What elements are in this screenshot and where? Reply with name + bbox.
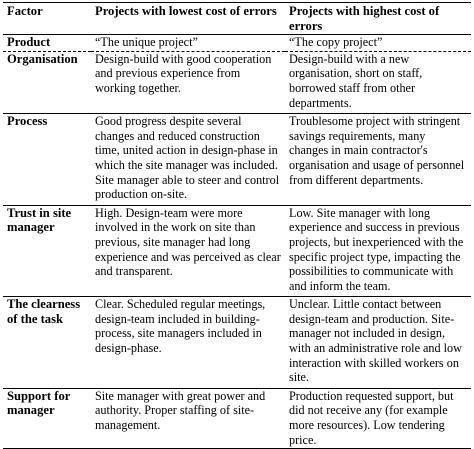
table-header [3,3,471,35]
factor-cell: Process [3,114,91,206]
table-row-support [3,388,471,448]
factor-cell: Support for manager [3,388,91,448]
table-row-organisation [3,51,471,113]
comparison-table [3,2,471,449]
lowest-cost-cell: High. Design-team were more involved in the work on site than previous, site manager had long experience and was perceived as clear and transparent. [91,205,285,297]
factor-cell: Product [3,35,91,52]
factor-cell: Trust in site manager [3,205,91,297]
lowest-cost-cell: Good progress despite several changes and reduced construction time, united action in design-phase in which the site manager was included. Site manager able to steer and control production on-site. [91,114,285,206]
header-row [3,3,471,35]
highest-cost-cell: “The copy project” [285,35,471,52]
table-row-process [3,114,471,206]
highest-cost-cell: Design-build with a new organisation, short on staff, borrowed staff from other departments. [285,51,471,113]
header-factor: Factor [3,3,91,35]
lowest-cost-cell: Site manager with great power and authority. Proper staffing of site-management. [91,388,285,448]
table-row-product [3,35,471,52]
header-lowest-cost: Projects with lowest cost of errors [91,3,285,35]
highest-cost-cell: Production requested support, but did not receive any (for example more resources). Low tendering price. [285,388,471,448]
highest-cost-cell: Low. Site manager with long experience and success in previous projects, but inexperienced with the specific project type, impacting the possibilities to communicate with and inform the team. [285,205,471,297]
table-row-clearness [3,297,471,389]
table-body [3,35,471,449]
table-row-trust [3,205,471,297]
lowest-cost-cell: Design-build with good cooperation and previous experience from working together. [91,51,285,113]
lowest-cost-cell: Clear. Scheduled regular meetings, design-team included in building-process, site managers included in design-phase. [91,297,285,389]
factor-cell: The clearness of the task [3,297,91,389]
factor-cell: Organisation [3,51,91,113]
highest-cost-cell: Troublesome project with stringent savings requirements, many changes in main contractor's organisation and usage of personnel from different departments. [285,114,471,206]
highest-cost-cell: Unclear. Little contact between design-team and production. Site-manager not included in design, with an administrative role and low interaction with skilled workers on site. [285,297,471,389]
header-highest-cost: Projects with highest cost of errors [285,3,471,35]
lowest-cost-cell: “The unique project” [91,35,285,52]
